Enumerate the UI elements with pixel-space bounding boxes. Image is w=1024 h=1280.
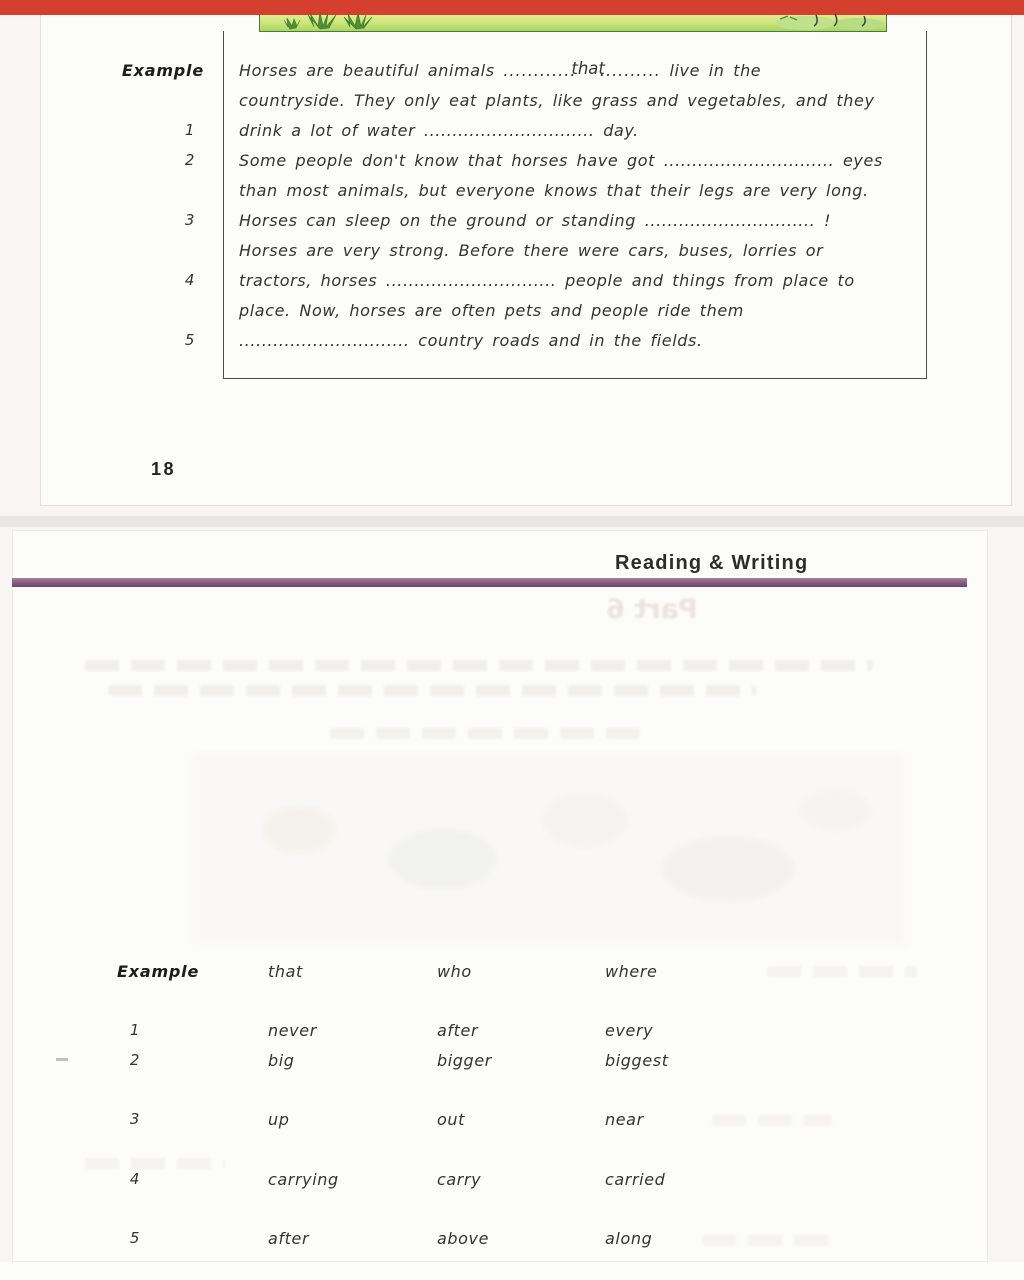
row-number: 3	[129, 1110, 140, 1128]
option-word: after	[268, 1229, 310, 1248]
option-word: carried	[605, 1170, 666, 1189]
option-word: carrying	[268, 1170, 339, 1189]
page1-scan	[40, 15, 1012, 506]
item-number: 5	[184, 331, 195, 349]
sentence-line: tractors, horses .............................. people and things from place to	[239, 271, 855, 290]
table-row	[12, 1051, 988, 1073]
scan-divider	[0, 516, 1024, 527]
example-label: Example	[117, 962, 200, 981]
section-header: Reading & Writing	[615, 552, 809, 574]
sentence-line: countryside. They only eat plants, like grass and vegetables, and they	[239, 91, 875, 110]
showthrough-text	[85, 1158, 225, 1169]
sentence-line: Horses are very strong. Before there were cars, buses, lorries or	[239, 241, 824, 260]
item-number: 1	[184, 121, 195, 139]
scan-bottom-margin	[0, 1262, 1024, 1280]
illustration-grass-strip	[259, 15, 887, 32]
option-word: bigger	[437, 1051, 492, 1070]
row-number: 2	[129, 1051, 140, 1069]
showthrough-text	[85, 660, 873, 671]
option-word: out	[437, 1110, 466, 1129]
row-number: 4	[129, 1170, 140, 1188]
option-word: where	[605, 962, 658, 981]
item-number: 4	[184, 271, 195, 289]
sentence-line: place. Now, horses are often pets and people ride them	[239, 301, 744, 320]
blank-dots: ..........	[599, 61, 661, 80]
table-row	[12, 1170, 988, 1192]
option-word: who	[437, 962, 472, 981]
sentence-line: Some people don't know that horses have got .............................. eyes	[239, 151, 883, 170]
sentence-line: .............................. country roads and in the fields.	[239, 331, 703, 350]
option-word: every	[605, 1021, 654, 1040]
option-word: above	[437, 1229, 490, 1248]
option-word: carry	[437, 1170, 482, 1189]
showthrough-title: Part 6	[606, 594, 698, 625]
example-answer: that	[571, 59, 605, 78]
option-word: near	[605, 1110, 644, 1129]
table-example-row	[12, 962, 988, 984]
option-word: up	[268, 1110, 290, 1129]
option-word: after	[437, 1021, 479, 1040]
item-number: 3	[184, 211, 195, 229]
option-word: that	[268, 962, 303, 981]
example-post: live in the	[669, 61, 762, 80]
item-number: 2	[184, 151, 195, 169]
sentence-line: Horses can sleep on the ground or standing .............................. !	[239, 211, 832, 230]
row-number: 5	[129, 1229, 140, 1247]
exercise-text-box	[223, 31, 927, 379]
example-pre: Horses are beautiful animals	[239, 61, 495, 80]
option-word: biggest	[605, 1051, 669, 1070]
page-number: 18	[151, 459, 177, 479]
sentence-line: drink a lot of water .............................. day.	[239, 121, 639, 140]
showthrough-text	[330, 728, 640, 739]
blank-dots: ............	[503, 61, 577, 80]
table-row	[12, 1021, 988, 1043]
table-row	[12, 1229, 988, 1251]
showthrough-text	[108, 685, 756, 696]
example-label: Example	[121, 61, 204, 80]
purple-rule	[12, 578, 967, 587]
page2-scan	[12, 530, 988, 1262]
grass-icon	[260, 11, 886, 31]
sentence-line: than most animals, but everyone knows that their legs are very long.	[239, 181, 869, 200]
table-row	[12, 1110, 988, 1132]
option-word: big	[268, 1051, 295, 1070]
row-number: 1	[129, 1021, 140, 1039]
option-word: along	[605, 1229, 653, 1248]
option-word: never	[268, 1021, 317, 1040]
example-sentence	[239, 61, 761, 83]
showthrough-picture	[192, 752, 907, 947]
